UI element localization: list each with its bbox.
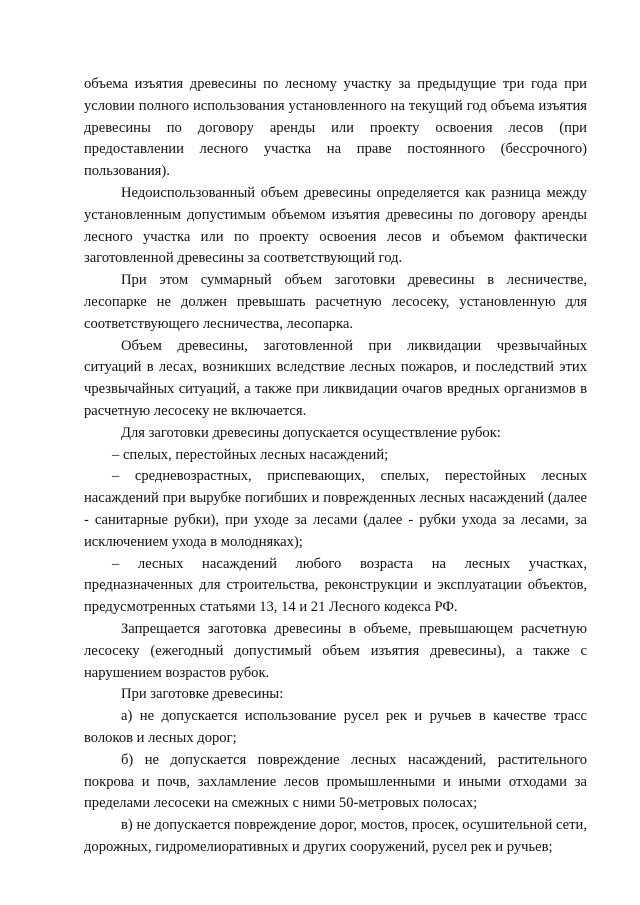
list-item-construction-cuttings: – лесных насаждений любого возраста на лесных участках, предназначенных для строительства, реконструкции и эксплуатации объектов, предусмотренных статьями 13, 14 и 21 Лесного кодекса РФ. — [84, 555, 587, 616]
paragraph-unused-volume: Недоиспользованный объем древесины определяется как разница между установленным допустимым объемом изъятия древесины по договору аренды лесного участка или по проекту освоения лесов и объемом фактически заготовленной древесины за соответствующий год. — [84, 184, 587, 267]
rule-item-b: б) не допускается повреждение лесных насаждений, растительного покрова и почв, захламление лесов промышленными и иными отходами за пределами лесосеки на смежных с ними 50-метровых полосах; — [84, 751, 587, 812]
list-item-sanitary-cuttings: – средневозрастных, приспевающих, спелых, перестойных лесных насаждений при вырубке погибших и поврежденных лесных насаждений (далее - санитарные рубки), при уходе за лесами (далее - рубки ухода за лесами, за исключением ухода в молодняках); — [84, 468, 587, 550]
rule-item-c: в) не допускается повреждение дорог, мостов, просек, осушительной сети, дорожных, гидромелиоративных и других сооружений, русел рек и ручьев; — [84, 817, 587, 855]
paragraph-emergency-volume: Объем древесины, заготовленной при ликвидации чрезвычайных ситуаций в лесах, возникших вследствие лесных пожаров, и последствий этих чрезвычайных ситуаций, а также при ликвидации очагов вредных организмов в расчетную лесосеку не включается. — [84, 337, 587, 419]
paragraph-continuation: объема изъятия древесины по лесному участку за предыдущие три года при условии полного использования установленного на текущий год объема изъятия древесины по договору аренды или проекту освоения лесов (при предоставлении лесного участка на праве постоянного (бессрочного) пользования). — [84, 76, 587, 180]
paragraph-total-volume: При этом суммарный объем заготовки древесины в лесничестве, лесопарке не должен превышать расчетную лесосеку, установленную для соответствующего лесничества, лесопарка. — [84, 272, 587, 332]
paragraph-prohibition: Запрещается заготовка древесины в объеме, превышающем расчетную лесосеку (ежегодный допустимый объем изъятия древесины), а также с нарушением возрастов рубок. — [84, 620, 587, 681]
list-item-mature-stands: – спелых, перестойных лесных насаждений; — [112, 446, 389, 463]
paragraph-harvesting-rules-intro: При заготовке древесины: — [121, 686, 284, 703]
document-page — [84, 74, 587, 859]
rule-item-a: а) не допускается использование русел рек и ручьев в качестве трасс волоков и лесных дорог; — [84, 708, 587, 746]
paragraph-allowed-cuttings: Для заготовки древесины допускается осуществление рубок: — [121, 424, 501, 441]
